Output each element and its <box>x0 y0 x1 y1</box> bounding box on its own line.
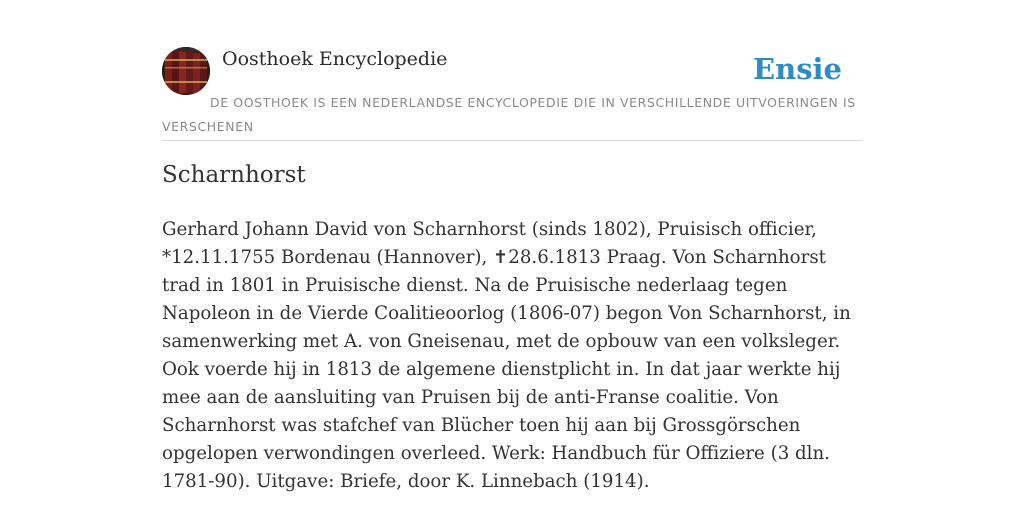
brand-logo-link[interactable]: Ensie <box>753 52 842 86</box>
site-tagline: DE OOSTHOEK IS EEN NEDERLANDSE ENCYCLOPEDIE DIE IN VERSCHILLENDE UITVOERINGEN IS VERSCHENEN <box>162 95 856 134</box>
books-icon[interactable] <box>162 47 210 95</box>
article-title: Scharnhorst <box>162 162 306 188</box>
site-header <box>162 46 862 141</box>
article-body: Gerhard Johann David von Scharnhorst (sinds 1802), Pruisisch officier, *12.11.1755 Bordenau (Hannover), ✝28.6.1813 Praag. Von Scharnhorst trad in 1801 in Pruisische dienst. Na de Pruisische nederlaag tegen Napoleon in de Vierde Coalitieoorlog (1806-07) begon Von Scharnhorst, in samenwerking met A. von Gneisenau, met de opbouw van een volksleger. Ook voerde hij in 1813 de algemene dienstplicht in. In dat jaar werkte hij mee aan de aansluiting van Pruisen bij de anti-Franse coalitie. Von Scharnhorst was stafchef van Blücher toen hij aan bij Grossgörschen opgelopen verwondingen overleed. Werk: Handbuch für Offiziere (3 dln. 1781-90). Uitgave: Briefe, door K. Linnebach (1914). <box>162 219 851 492</box>
site-title[interactable]: Oosthoek Encyclopedie <box>222 48 448 70</box>
